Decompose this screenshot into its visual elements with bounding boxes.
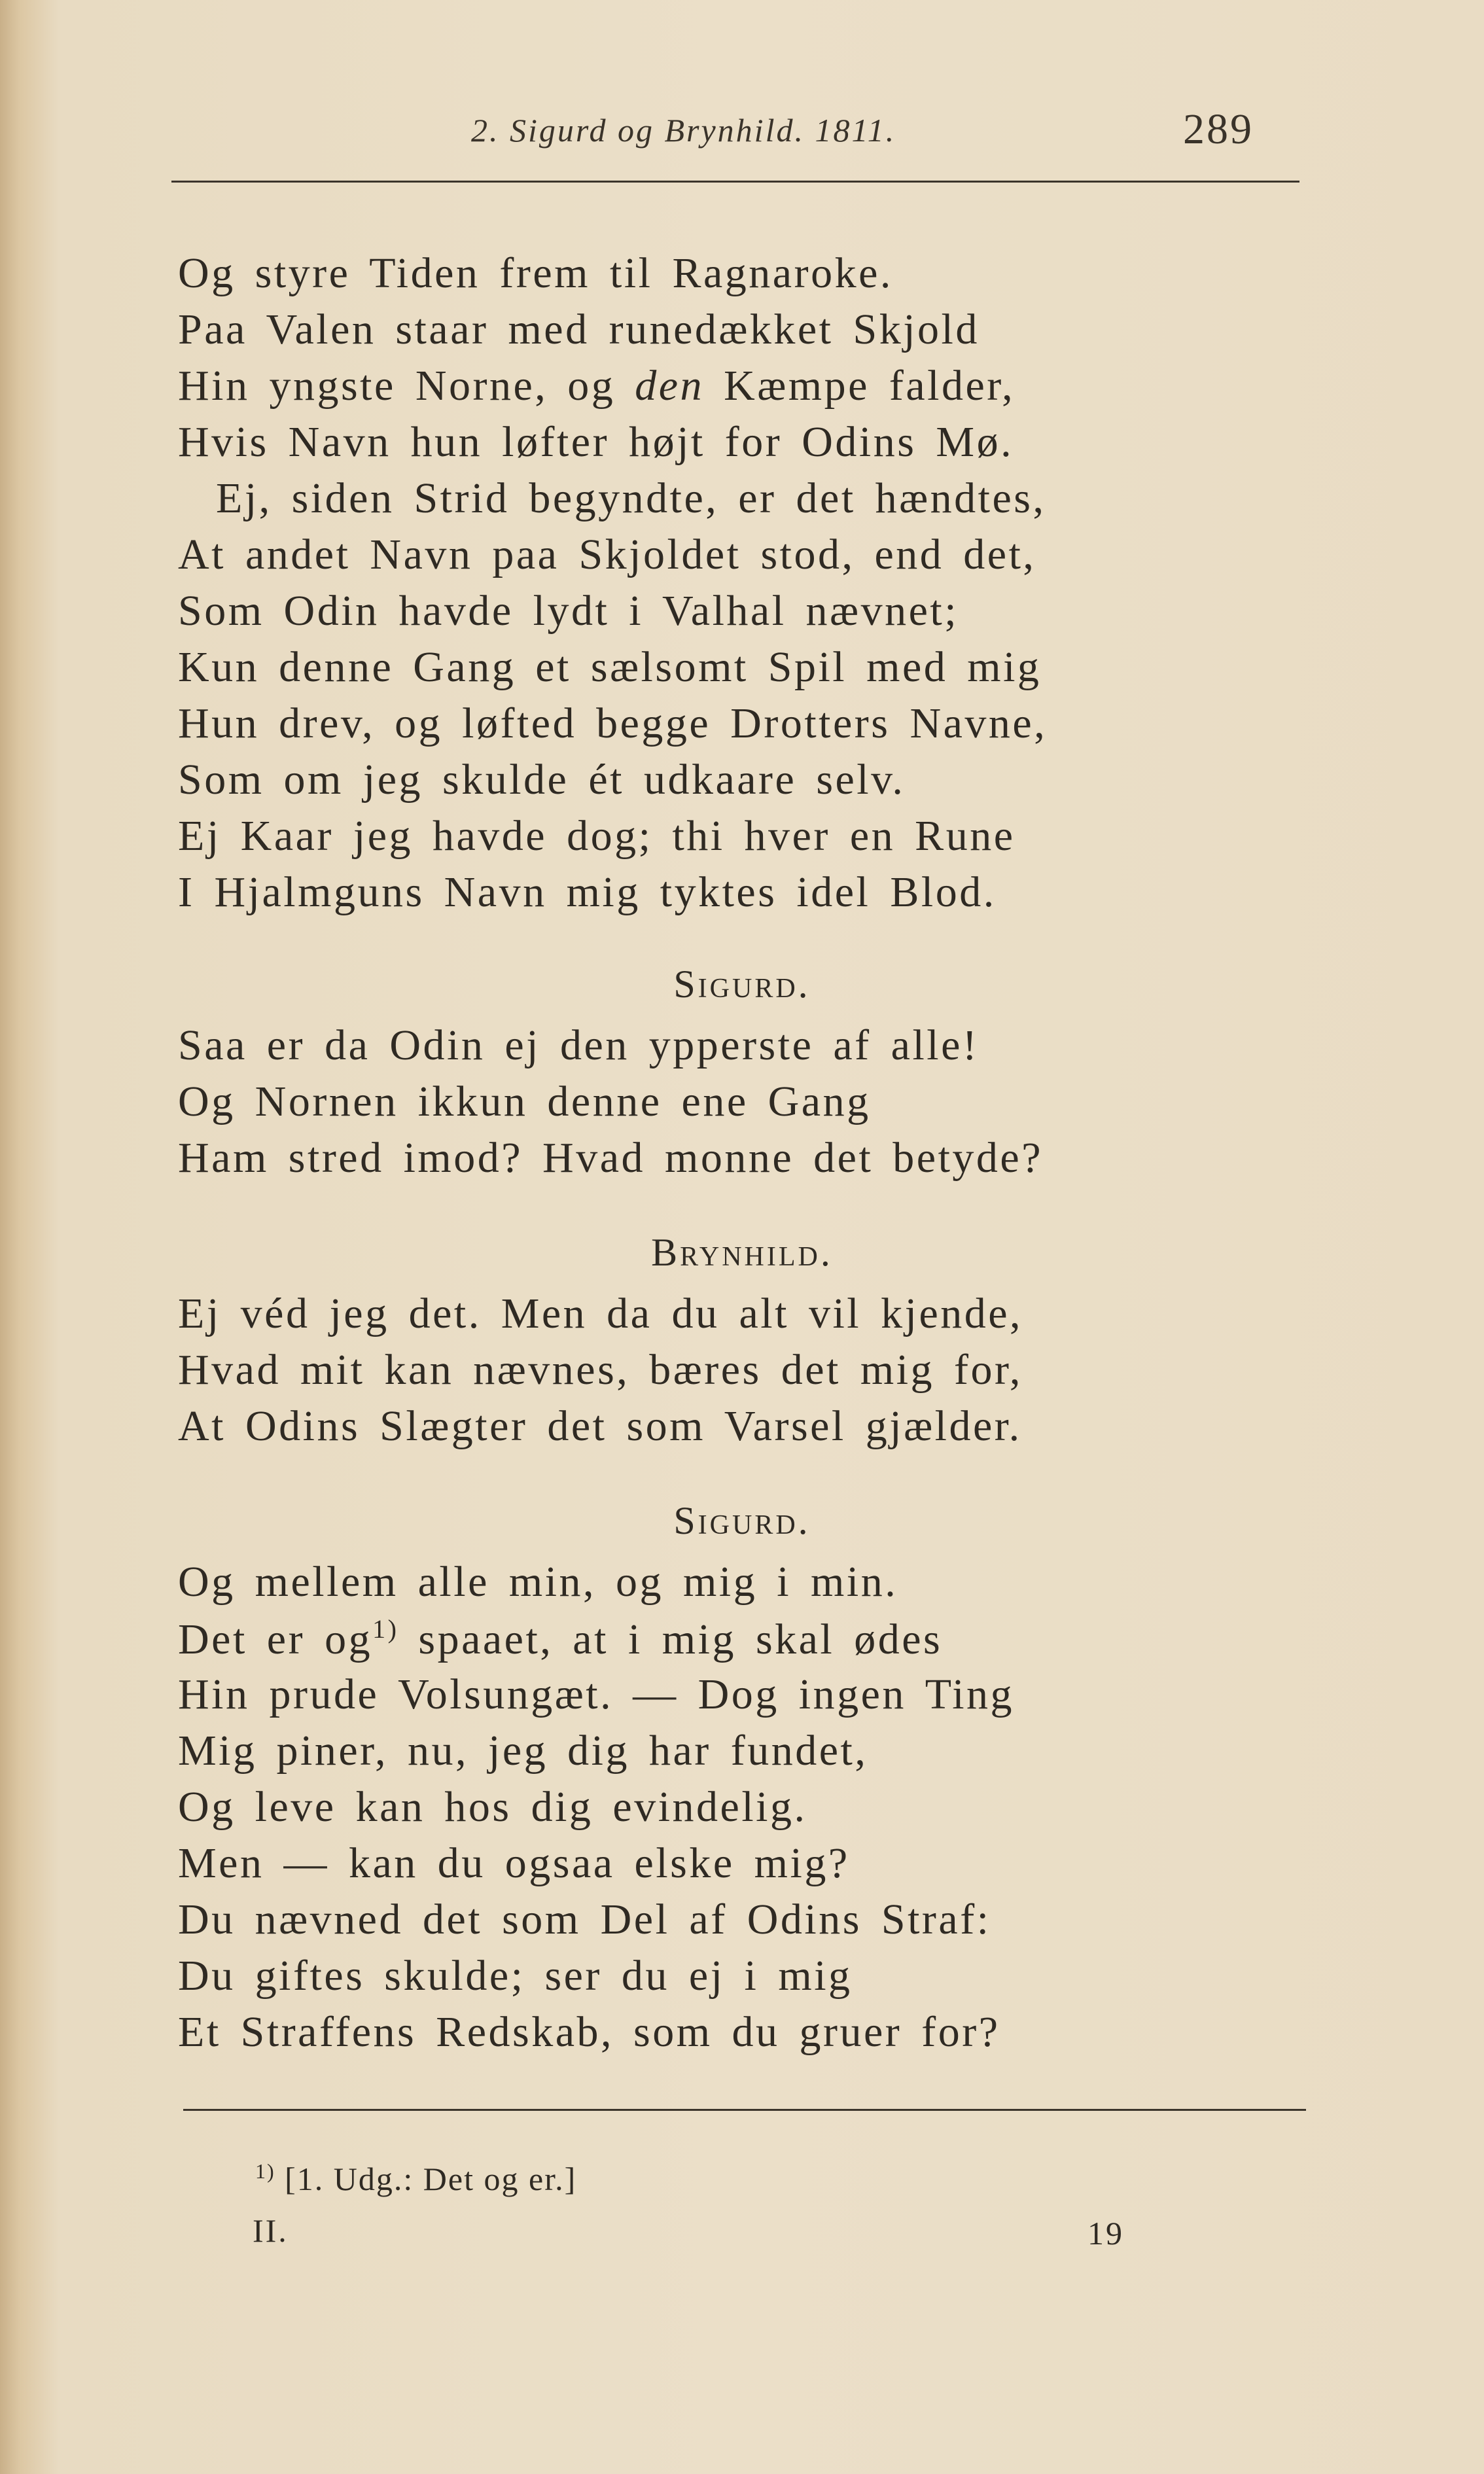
verse-line: Og Nornen ikkun denne ene Gang [178,1078,871,1125]
verse-line: Ej Kaar jeg havde dog; thi hver en Rune [178,812,1016,860]
speaker-heading: Sigurd. [673,963,811,1006]
verse-text: spaaet, at i mig skal ødes [398,1616,943,1663]
verse-line [178,361,1015,411]
verse-line: Saa er da Odin ej den ypperste af alle! [178,1021,980,1069]
speaker-heading: Sigurd. [673,1499,811,1542]
verse-line: Et Straffens Redskab, som du gruer for? [178,2008,1000,2056]
verse-line: Hvad mit kan nævnes, bæres det mig for, [178,1346,1023,1394]
verse-line: Ham stred imod? Hvad monne det betyde? [178,1134,1043,1182]
verse-line: At Odins Slægter det som Varsel gjælder. [178,1402,1022,1450]
verse-line: Kun denne Gang et sælsomt Spil med mig [178,643,1042,691]
verse-line: Mig piner, nu, jeg dig har fundet, [178,1727,868,1775]
verse-line: At andet Navn paa Skjoldet stod, end det, [178,531,1036,578]
verse-text: Kæmpe falder, [704,362,1016,410]
signature-volume: II. [253,2212,289,2249]
header-rule [171,181,1299,183]
verse-line: Paa Valen staar med runedækket Skjold [178,306,980,353]
page-number: 289 [1183,105,1254,153]
verse-line: Du nævned det som Del af Odins Straf: [178,1896,991,1943]
verse-line: Og leve kan hos dig evindelig. [178,1783,807,1831]
verse-line: Som om jeg skulde ét udkaare selv. [178,756,906,804]
footnote-text: [1. Udg.: Det og er.] [275,2161,577,2197]
verse-text: Hin yngste Norne, og [178,362,635,410]
verse-line: Men — kan du ogsaa elske mig? [178,1839,850,1887]
verse-line: Hvis Navn hun løfter højt for Odins Mø. [178,418,1014,466]
verse-line [178,1614,942,1665]
speaker-heading: Brynhild. [651,1231,833,1274]
verse-line: Du giftes skulde; ser du ej i mig [178,1952,853,2000]
verse-text: Det er og [178,1616,373,1663]
verse-line: Ej véd jeg det. Men da du alt vil kjende, [178,1290,1023,1337]
verse-line: Ej, siden Strid begyndte, er det hændtes, [216,474,1046,522]
footnote [255,2159,576,2198]
footnote-rule [183,2109,1306,2111]
verse-line: I Hjalmguns Navn mig tyktes idel Blod. [178,868,997,916]
running-title: 2. Sigurd og Brynhild. 1811. [471,112,896,149]
verse-line: Hin prude Volsungæt. — Dog ingen Ting [178,1670,1015,1718]
running-head [0,105,1484,170]
footnote-marker: 1) [372,1614,399,1644]
verse-line: Som Odin havde lydt i Valhal nævnet; [178,587,959,635]
signature-number: 19 [1087,2215,1124,2252]
emphasis-word: den [635,362,705,410]
verse-line: Og mellem alle min, og mig i min. [178,1558,898,1606]
verse-line: Og styre Tiden frem til Ragnaroke. [178,249,893,297]
verse-line: Hun drev, og løfted begge Drotters Navne, [178,699,1048,747]
footnote-mark: 1) [255,2159,275,2183]
